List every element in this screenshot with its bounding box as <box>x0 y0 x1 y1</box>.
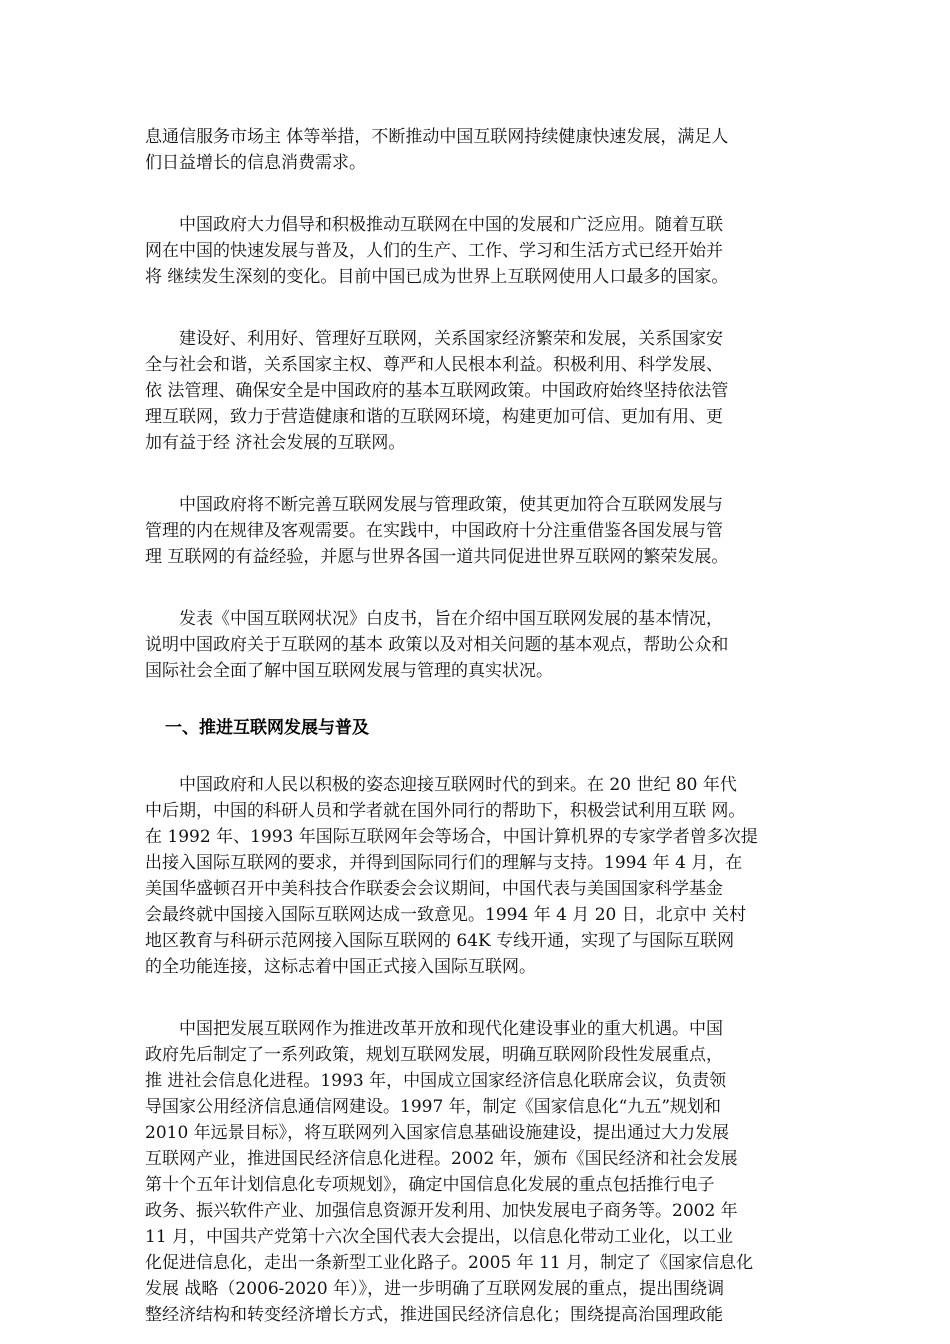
text-line: 2010 年远景目标》，将互联网列入国家信息基础设施建设，提出通过大力发展 <box>145 1123 730 1143</box>
paragraph-intro-continuation <box>145 124 810 176</box>
paragraph-spacer <box>145 684 810 715</box>
text-line: 出接入国际互联网的要求，并得到国际同行们的理解与支持。1994 年 4 月，在 <box>145 853 743 873</box>
paragraph-policy-improvement <box>145 492 810 570</box>
text-line: 在 1992 年、1993 年国际互联网年会等场合，中国计算机界的专家学者曾多次提 <box>145 827 758 847</box>
text-line: 建设好、利用好、管理好互联网，关系国家经济繁荣和发展，关系国家安 <box>145 329 723 349</box>
text-line: 地区教育与科研示范网接入国际互联网的 64K 专线开通，实现了与国际互联网 <box>145 931 735 951</box>
text-line: 中国政府和人民以积极的姿态迎接互联网时代的到来。在 20 世纪 80 年代 <box>145 775 737 795</box>
text-line: 说明中国政府关于互联网的基本 政策以及对相关问题的基本观点，帮助公众和 <box>145 635 729 655</box>
paragraph-spacer <box>145 176 810 212</box>
text-line: 中国把发展互联网作为推进改革开放和现代化建设事业的重大机遇。中国 <box>145 1019 723 1039</box>
paragraph-spacer <box>145 980 810 1016</box>
paragraph-internet-policy <box>145 326 810 456</box>
document-page <box>145 124 810 1328</box>
text-line: 息通信服务市场主 体等举措，不断推动中国互联网持续健康快速发展，满足人 <box>145 127 729 147</box>
paragraph-spacer <box>145 741 810 772</box>
text-line: 们日益增长的信息消费需求。 <box>145 153 366 173</box>
text-line: 会最终就中国接入国际互联网达成一致意见。1994 年 4 月 20 日，北京中 关村 <box>145 905 747 925</box>
text-line: 的全功能连接，这标志着中国正式接入国际互联网。 <box>145 957 536 977</box>
text-line: 发展 战略（2006-2020 年）》，进一步明确了互联网发展的重点，提出围绕调 <box>145 1279 725 1299</box>
text-line: 政务、振兴软件产业、加强信息资源开发利用、加快发展电子商务等。2002 年 <box>145 1201 738 1221</box>
text-line: 第十个五年计划信息化专项规划》，确定中国信息化发展的重点包括推行电子 <box>145 1175 715 1195</box>
text-line: 政府先后制定了一系列政策，规划互联网发展，明确互联网阶段性发展重点， <box>145 1045 723 1065</box>
paragraph-development-opportunity <box>145 1016 810 1328</box>
text-line: 11 月，中国共产党第十六次全国代表大会提出，以信息化带动工业化，以工业 <box>145 1227 734 1247</box>
paragraph-spacer <box>145 570 810 606</box>
section-heading: 一、推进互联网发展与普及 <box>165 718 369 738</box>
text-line: 导国家公用经济信息通信网建设。1997 年，制定《国家信息化“九五”规划和 <box>145 1097 722 1117</box>
text-line: 整经济结构和转变经济增长方式，推进国民经济信息化；围绕提高治国理政能 <box>145 1305 723 1325</box>
paragraph-government-promotion <box>145 212 810 290</box>
text-line: 全与社会和谐，关系国家主权、尊严和人民根本利益。积极利用、科学发展、 <box>145 355 723 375</box>
text-line: 加有益于经 济社会发展的互联网。 <box>145 433 406 453</box>
text-line: 推 进社会信息化进程。1993 年，中国成立国家经济信息化联席会议，负责领 <box>145 1071 727 1091</box>
paragraph-white-paper-purpose <box>145 606 810 684</box>
text-line: 依 法管理、确保安全是中国政府的基本互联网政策。中国政府始终坚持依法管 <box>145 381 729 401</box>
paragraph-spacer <box>145 456 810 492</box>
text-line: 中国政府将不断完善互联网发展与管理政策，使其更加符合互联网发展与 <box>145 495 723 515</box>
text-line: 网在中国的快速发展与普及，人们的生产、工作、学习和生活方式已经开始并 <box>145 241 723 261</box>
text-line: 中国政府大力倡导和积极推动互联网在中国的发展和广泛应用。随着互联 <box>145 215 723 235</box>
paragraph-spacer <box>145 290 810 326</box>
text-line: 国际社会全面了解中国互联网发展与管理的真实状况。 <box>145 661 553 681</box>
text-line: 化促进信息化，走出一条新型工业化路子。2005 年 11 月，制定了《国家信息化 <box>145 1253 754 1273</box>
text-line: 管理的内在规律及客观需要。在实践中，中国政府十分注重借鉴各国发展与管 <box>145 521 723 541</box>
text-line: 发表《中国互联网状况》白皮书，旨在介绍中国互联网发展的基本情况， <box>145 609 723 629</box>
text-line: 美国华盛顿召开中美科技合作联委会会议期间，中国代表与美国国家科学基金 <box>145 879 723 899</box>
text-line: 互联网产业，推进国民经济信息化进程。2002 年，颁布《国民经济和社会发展 <box>145 1149 738 1169</box>
text-line: 中后期，中国的科研人员和学者就在国外同行的帮助下，积极尝试利用互联 网。 <box>145 801 746 821</box>
text-line: 将 继续发生深刻的变化。目前中国已成为世界上互联网使用人口最多的国家。 <box>145 267 729 287</box>
text-line: 理互联网，致力于营造健康和谐的互联网环境，构建更加可信、更加有用、更 <box>145 407 723 427</box>
text-line: 理 互联网的有益经验，并愿与世界各国一道共同促进世界互联网的繁荣发展。 <box>145 547 729 567</box>
paragraph-internet-arrival <box>145 772 810 980</box>
